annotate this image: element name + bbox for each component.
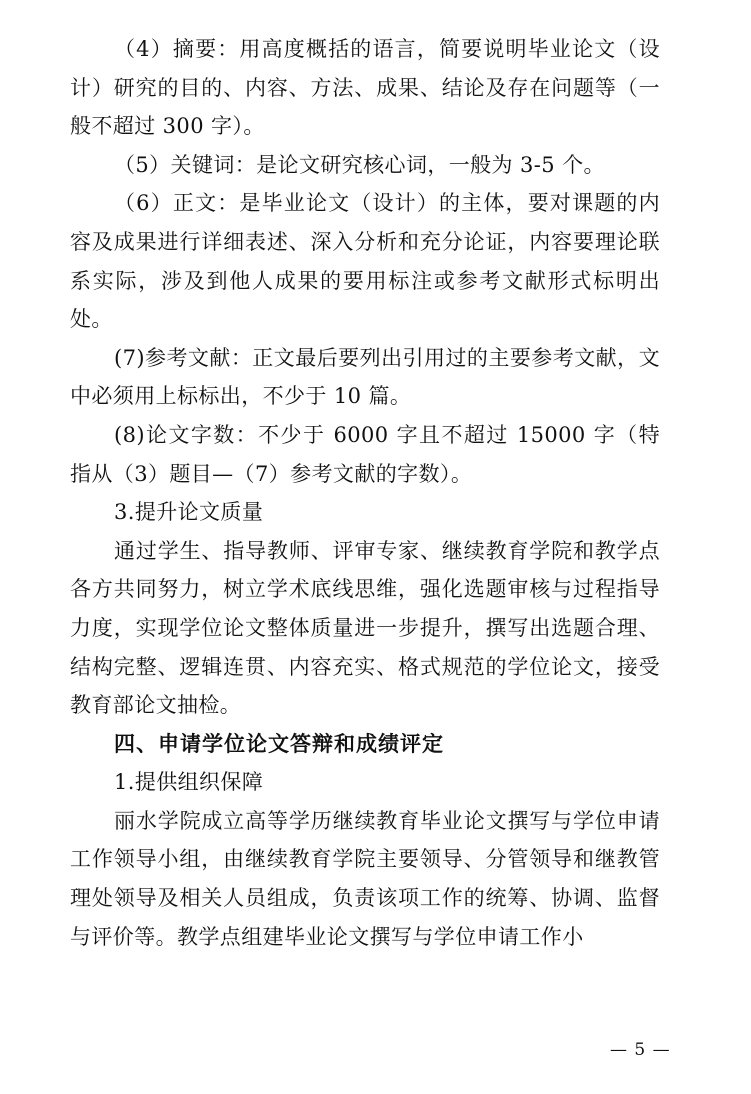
paragraph-quality: 通过学生、指导教师、评审专家、继续教育学院和教学点各方共同努力，树立学术底线思维，强化选题审核与过程指导力度，实现学位论文整体质量进一步提升，撰写出选题合理、结构完整、逻辑连贯、内容充实、格式规范的学位论文，接受教育部论文抽检。 [70, 538, 660, 718]
paragraph-keywords: （5）关键词：是论文研究核心词，一般为 3-5 个。 [114, 152, 605, 177]
paragraph-references: (7)参考文献：正文最后要列出引用过的主要参考文献，文中必须用上标标出，不少于 10 篇。 [70, 345, 660, 409]
paragraph-abstract: （4）摘要：用高度概括的语言，简要说明毕业论文（设计）研究的目的、内容、方法、成果、结论及存在问题等（一般不超过 300 字）。 [70, 37, 660, 139]
page-number: — 5 — [610, 1040, 671, 1060]
section-heading-defense: 四、申请学位论文答辩和成绩评定 [114, 731, 444, 756]
paragraph-organization: 丽水学院成立高等学历继续教育毕业论文撰写与学位申请工作领导小组，由继续教育学院主要领导、分管领导和继教管理处领导及相关人员组成，负责该项工作的统筹、协调、监督与评价等。教学点组建毕业论文撰写与学位申请工作小 [70, 808, 660, 949]
subheading-organization: 1.提供组织保障 [114, 770, 264, 795]
paragraph-main-text: （6）正文：是毕业论文（设计）的主体，要对课题的内容及成果进行详细表述、深入分析和充分论证，内容要理论联系实际，涉及到他人成果的要用标注或参考文献形式标明出处。 [70, 191, 660, 332]
subheading-improve-quality: 3.提升论文质量 [114, 500, 264, 525]
paragraph-word-count: (8)论文字数：不少于 6000 字且不超过 15000 字（特指从（3）题目—（7）参考文献的字数）。 [70, 422, 660, 486]
document-page [70, 30, 660, 956]
